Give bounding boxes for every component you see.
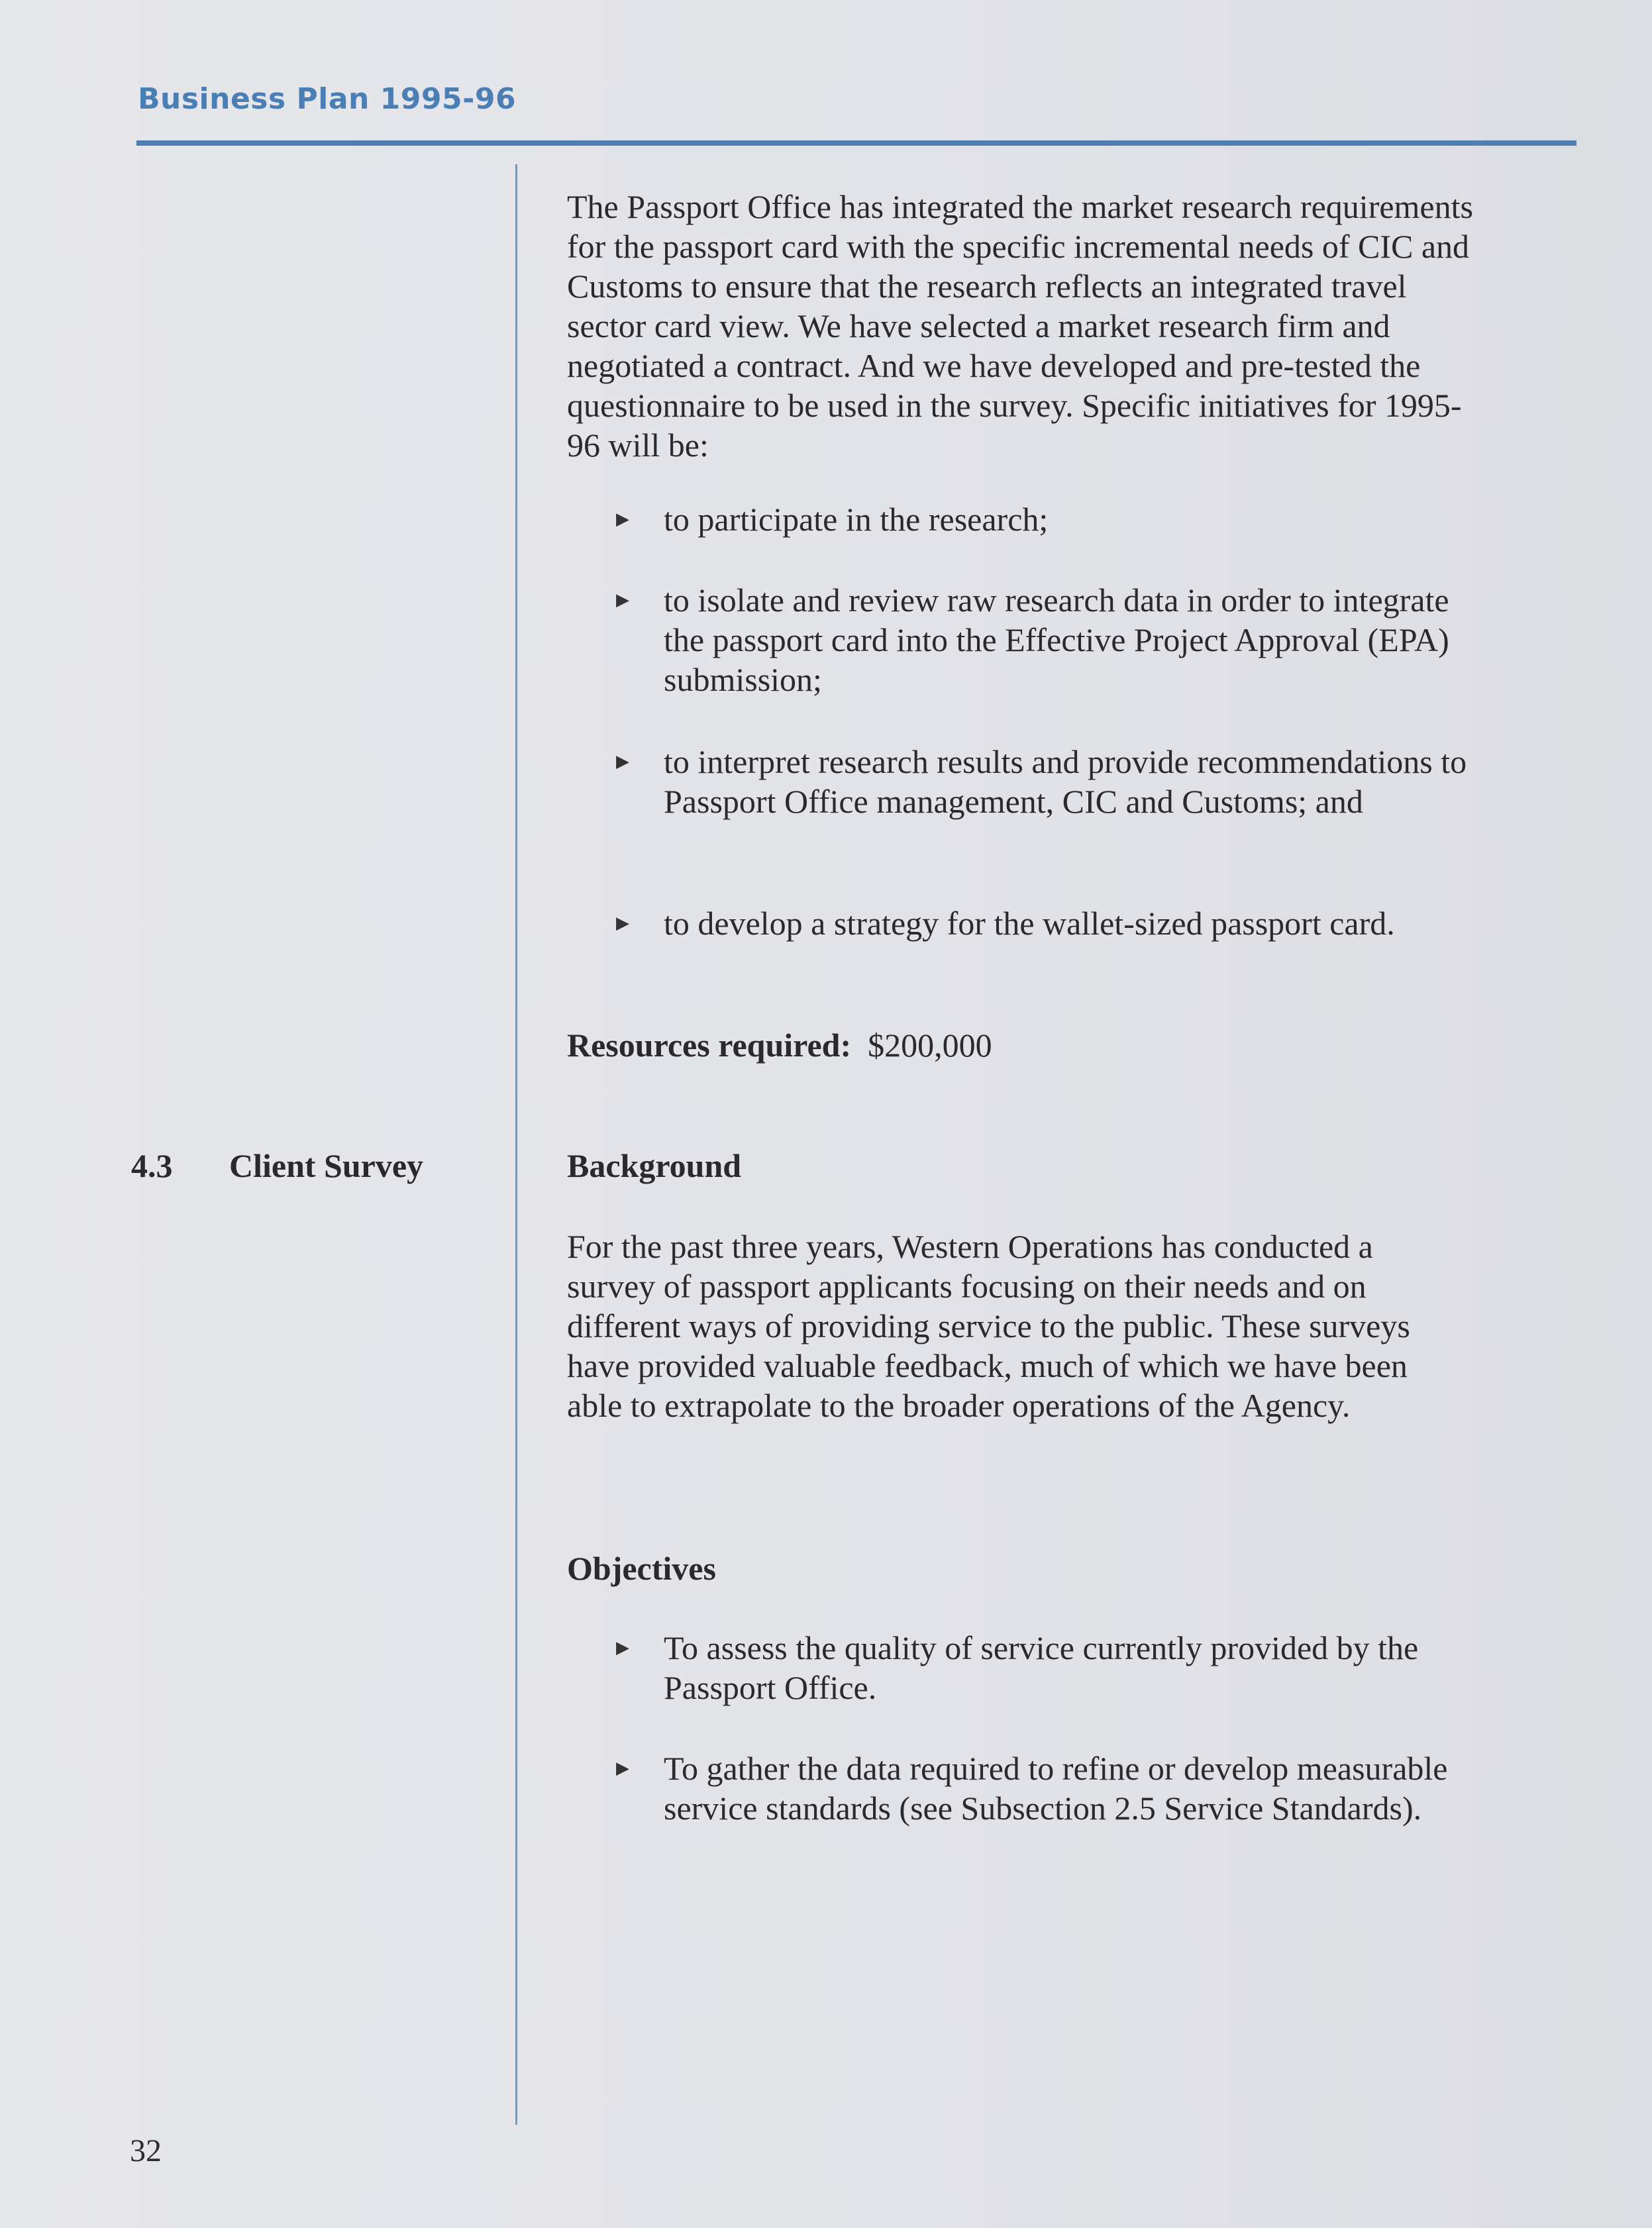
resources-label: Resources required: xyxy=(567,1027,852,1064)
list-item-text: to participate in the research; xyxy=(664,501,1049,538)
background-block xyxy=(567,1227,1468,1425)
section-title: Client Survey xyxy=(229,1147,424,1184)
list-item xyxy=(567,1748,1459,1828)
list-item xyxy=(567,742,1481,821)
triangle-bullet-icon: ▶ xyxy=(616,752,629,771)
intro-paragraph: The Passport Office has integrated the market research requirements for the passport card with the specific incremental needs of CIC and Customs to ensure that the research reflects an integrated travel sector card view. We have selected a market research firm and negotiated a contract. And we have developed and pre-tested the questionnaire to be used in the survey. Specific initiatives for 1995-96 will be: xyxy=(567,188,1473,464)
background-paragraph: For the past three years, Western Operations has conducted a survey of passport applicants focusing on their needs and on different ways of providing service to the public. These surveys have provided valuable feedback, much of which we have been able to extrapolate to the broader operations of the Agency. xyxy=(567,1228,1410,1424)
triangle-bullet-icon: ▶ xyxy=(616,913,629,933)
background-heading: Background xyxy=(567,1147,742,1184)
list-item-text: to develop a strategy for the wallet-sized passport card. xyxy=(664,905,1395,942)
triangle-bullet-icon: ▶ xyxy=(616,1638,629,1657)
list-item-text: To gather the data required to refine or develop measurable service standards (see Subsection 2.5 Service Standards). xyxy=(664,1750,1448,1827)
list-item-text: To assess the quality of service currently provided by the Passport Office. xyxy=(664,1629,1419,1706)
intro-block xyxy=(567,187,1481,465)
list-item xyxy=(567,499,1481,539)
list-item xyxy=(567,580,1481,699)
column-divider xyxy=(515,164,517,2125)
running-head: Business Plan 1995-96 xyxy=(138,82,517,116)
section-number: 4.3 xyxy=(131,1147,173,1184)
objectives-heading: Objectives xyxy=(567,1550,716,1587)
triangle-bullet-icon: ▶ xyxy=(616,509,629,529)
page-number: 32 xyxy=(130,2133,162,2168)
resources-amount: $200,000 xyxy=(868,1027,992,1064)
list-item-text: to interpret research results and provide recommendations to Passport Office management, CIC and Customs; and xyxy=(664,743,1467,820)
triangle-bullet-icon: ▶ xyxy=(616,590,629,609)
list-item-text: to isolate and review raw research data in order to integrate the passport card into the Effective Project Approval (EPA) submission; xyxy=(664,582,1449,698)
list-item xyxy=(567,1628,1498,1707)
header-rule xyxy=(136,140,1576,146)
list-item xyxy=(567,903,1525,943)
triangle-bullet-icon: ▶ xyxy=(616,1758,629,1778)
resources-line xyxy=(567,1025,1481,1065)
